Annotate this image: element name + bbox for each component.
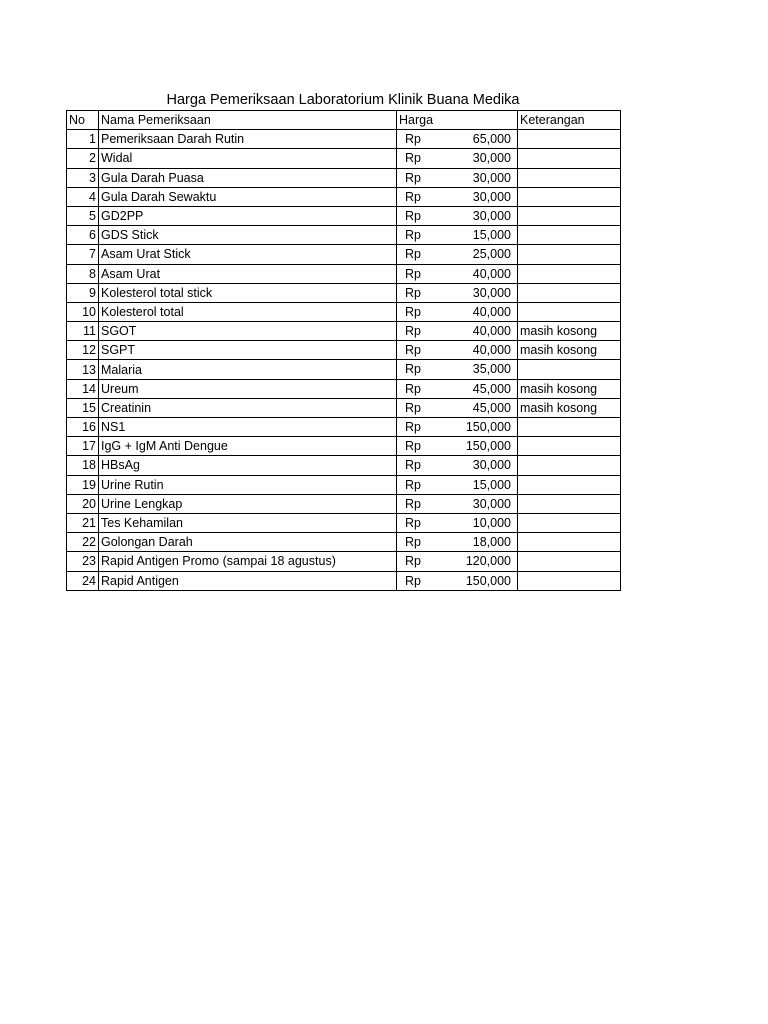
exam-price <box>397 571 518 590</box>
table-row <box>67 187 621 206</box>
currency-label: Rp <box>405 554 421 569</box>
price-amount: 30,000 <box>472 170 511 185</box>
row-number: 2 <box>67 149 99 168</box>
exam-name: Kolesterol total stick <box>99 283 397 302</box>
exam-name: Rapid Antigen Promo (sampai 18 agustus) <box>99 552 397 571</box>
exam-note <box>518 206 621 225</box>
exam-price <box>397 552 518 571</box>
table-row <box>67 456 621 475</box>
price-amount: 30,000 <box>472 458 511 473</box>
table-row <box>67 168 621 187</box>
exam-name: Kolesterol total <box>99 302 397 321</box>
price-amount: 35,000 <box>472 362 511 377</box>
table-row <box>67 494 621 513</box>
exam-note <box>518 264 621 283</box>
row-number: 9 <box>67 283 99 302</box>
exam-price <box>397 187 518 206</box>
currency-label: Rp <box>405 247 421 262</box>
row-number: 21 <box>67 513 99 532</box>
currency-label: Rp <box>405 362 421 377</box>
row-number: 1 <box>67 130 99 149</box>
exam-price <box>397 226 518 245</box>
currency-label: Rp <box>405 132 421 147</box>
exam-price <box>397 494 518 513</box>
price-table <box>66 110 621 591</box>
header-note: Keterangan <box>518 111 621 130</box>
exam-note <box>518 226 621 245</box>
exam-price <box>397 437 518 456</box>
exam-name: SGOT <box>99 322 397 341</box>
currency-label: Rp <box>405 515 421 530</box>
exam-note <box>518 533 621 552</box>
exam-price <box>397 302 518 321</box>
row-number: 5 <box>67 206 99 225</box>
row-number: 22 <box>67 533 99 552</box>
exam-price <box>397 418 518 437</box>
exam-price <box>397 398 518 417</box>
table-row <box>67 437 621 456</box>
exam-price <box>397 456 518 475</box>
exam-note <box>518 149 621 168</box>
table-row <box>67 264 621 283</box>
price-amount: 120,000 <box>465 554 511 569</box>
currency-label: Rp <box>405 151 421 166</box>
price-amount: 15,000 <box>472 228 511 243</box>
exam-name: Ureum <box>99 379 397 398</box>
exam-price <box>397 475 518 494</box>
exam-price <box>397 130 518 149</box>
table-row <box>67 379 621 398</box>
header-price: Harga <box>397 111 518 130</box>
price-amount: 10,000 <box>472 515 511 530</box>
exam-note <box>518 302 621 321</box>
exam-name: Asam Urat <box>99 264 397 283</box>
row-number: 6 <box>67 226 99 245</box>
exam-note <box>518 494 621 513</box>
price-amount: 18,000 <box>472 535 511 550</box>
currency-label: Rp <box>405 285 421 300</box>
exam-note <box>518 187 621 206</box>
exam-price <box>397 206 518 225</box>
row-number: 19 <box>67 475 99 494</box>
price-amount: 40,000 <box>472 324 511 339</box>
row-number: 10 <box>67 302 99 321</box>
exam-note: masih kosong <box>518 341 621 360</box>
row-number: 16 <box>67 418 99 437</box>
table-row <box>67 283 621 302</box>
exam-name: Urine Lengkap <box>99 494 397 513</box>
table-row <box>67 360 621 379</box>
exam-note <box>518 475 621 494</box>
price-amount: 150,000 <box>465 420 511 434</box>
table-row <box>67 398 621 417</box>
exam-price <box>397 264 518 283</box>
exam-name: Creatinin <box>99 398 397 417</box>
currency-label: Rp <box>405 400 421 415</box>
exam-note <box>518 571 621 590</box>
table-row <box>67 341 621 360</box>
price-amount: 30,000 <box>472 208 511 223</box>
currency-label: Rp <box>405 439 421 454</box>
currency-label: Rp <box>405 343 421 358</box>
currency-label: Rp <box>405 458 421 473</box>
price-amount: 40,000 <box>472 266 511 281</box>
row-number: 3 <box>67 168 99 187</box>
row-number: 18 <box>67 456 99 475</box>
table-row <box>67 206 621 225</box>
table-row <box>67 533 621 552</box>
exam-name: Widal <box>99 149 397 168</box>
price-amount: 150,000 <box>465 573 511 588</box>
currency-label: Rp <box>405 477 421 492</box>
exam-note <box>518 418 621 437</box>
currency-label: Rp <box>405 324 421 339</box>
exam-price <box>397 322 518 341</box>
row-number: 14 <box>67 379 99 398</box>
currency-label: Rp <box>405 420 421 434</box>
row-number: 24 <box>67 571 99 590</box>
table-row <box>67 418 621 437</box>
currency-label: Rp <box>405 535 421 550</box>
price-amount: 30,000 <box>472 496 511 511</box>
row-number: 4 <box>67 187 99 206</box>
currency-label: Rp <box>405 304 421 319</box>
price-amount: 65,000 <box>472 132 511 147</box>
table-body <box>67 111 621 591</box>
exam-note <box>518 437 621 456</box>
exam-name: Asam Urat Stick <box>99 245 397 264</box>
table-row <box>67 475 621 494</box>
table-row <box>67 322 621 341</box>
table-row <box>67 571 621 590</box>
currency-label: Rp <box>405 573 421 588</box>
exam-price <box>397 283 518 302</box>
currency-label: Rp <box>405 208 421 223</box>
exam-note <box>518 245 621 264</box>
row-number: 20 <box>67 494 99 513</box>
row-number: 8 <box>67 264 99 283</box>
price-amount: 40,000 <box>472 343 511 358</box>
row-number: 11 <box>67 322 99 341</box>
price-amount: 30,000 <box>472 285 511 300</box>
row-number: 23 <box>67 552 99 571</box>
exam-note: masih kosong <box>518 398 621 417</box>
currency-label: Rp <box>405 381 421 396</box>
price-amount: 150,000 <box>465 439 511 454</box>
row-number: 7 <box>67 245 99 264</box>
exam-name: Tes Kehamilan <box>99 513 397 532</box>
exam-name: NS1 <box>99 418 397 437</box>
exam-price <box>397 245 518 264</box>
currency-label: Rp <box>405 189 421 204</box>
exam-price <box>397 513 518 532</box>
header-name: Nama Pemeriksaan <box>99 111 397 130</box>
exam-price <box>397 379 518 398</box>
table-header-row <box>67 111 621 130</box>
row-number: 12 <box>67 341 99 360</box>
exam-name: SGPT <box>99 341 397 360</box>
exam-price <box>397 360 518 379</box>
page-title: Harga Pemeriksaan Laboratorium Klinik Buana Medika <box>166 92 520 108</box>
exam-name: Gula Darah Puasa <box>99 168 397 187</box>
price-amount: 30,000 <box>472 151 511 166</box>
exam-note <box>518 283 621 302</box>
row-number: 13 <box>67 360 99 379</box>
exam-price <box>397 149 518 168</box>
table-row <box>67 149 621 168</box>
currency-label: Rp <box>405 170 421 185</box>
exam-price <box>397 168 518 187</box>
exam-name: Rapid Antigen <box>99 571 397 590</box>
price-amount: 45,000 <box>472 381 511 396</box>
currency-label: Rp <box>405 496 421 511</box>
exam-name: Malaria <box>99 360 397 379</box>
exam-note <box>518 456 621 475</box>
table-row <box>67 302 621 321</box>
exam-note <box>518 360 621 379</box>
exam-note: masih kosong <box>518 322 621 341</box>
row-number: 15 <box>67 398 99 417</box>
price-amount: 45,000 <box>472 400 511 415</box>
price-amount: 25,000 <box>472 247 511 262</box>
exam-note: masih kosong <box>518 379 621 398</box>
exam-price <box>397 341 518 360</box>
exam-name: HBsAg <box>99 456 397 475</box>
table-row <box>67 552 621 571</box>
currency-label: Rp <box>405 266 421 281</box>
table-row <box>67 226 621 245</box>
header-no: No <box>67 111 99 130</box>
exam-name: Urine Rutin <box>99 475 397 494</box>
price-amount: 40,000 <box>472 304 511 319</box>
price-amount: 15,000 <box>472 477 511 492</box>
table-row <box>67 245 621 264</box>
exam-note <box>518 130 621 149</box>
price-amount: 30,000 <box>472 189 511 204</box>
currency-label: Rp <box>405 228 421 243</box>
exam-note <box>518 168 621 187</box>
exam-name: Gula Darah Sewaktu <box>99 187 397 206</box>
exam-name: Golongan Darah <box>99 533 397 552</box>
row-number: 17 <box>67 437 99 456</box>
exam-note <box>518 552 621 571</box>
exam-name: GDS Stick <box>99 226 397 245</box>
exam-name: GD2PP <box>99 206 397 225</box>
exam-name: IgG + IgM Anti Dengue <box>99 437 397 456</box>
exam-name: Pemeriksaan Darah Rutin <box>99 130 397 149</box>
exam-note <box>518 513 621 532</box>
exam-price <box>397 533 518 552</box>
table-row <box>67 130 621 149</box>
table-row <box>67 513 621 532</box>
